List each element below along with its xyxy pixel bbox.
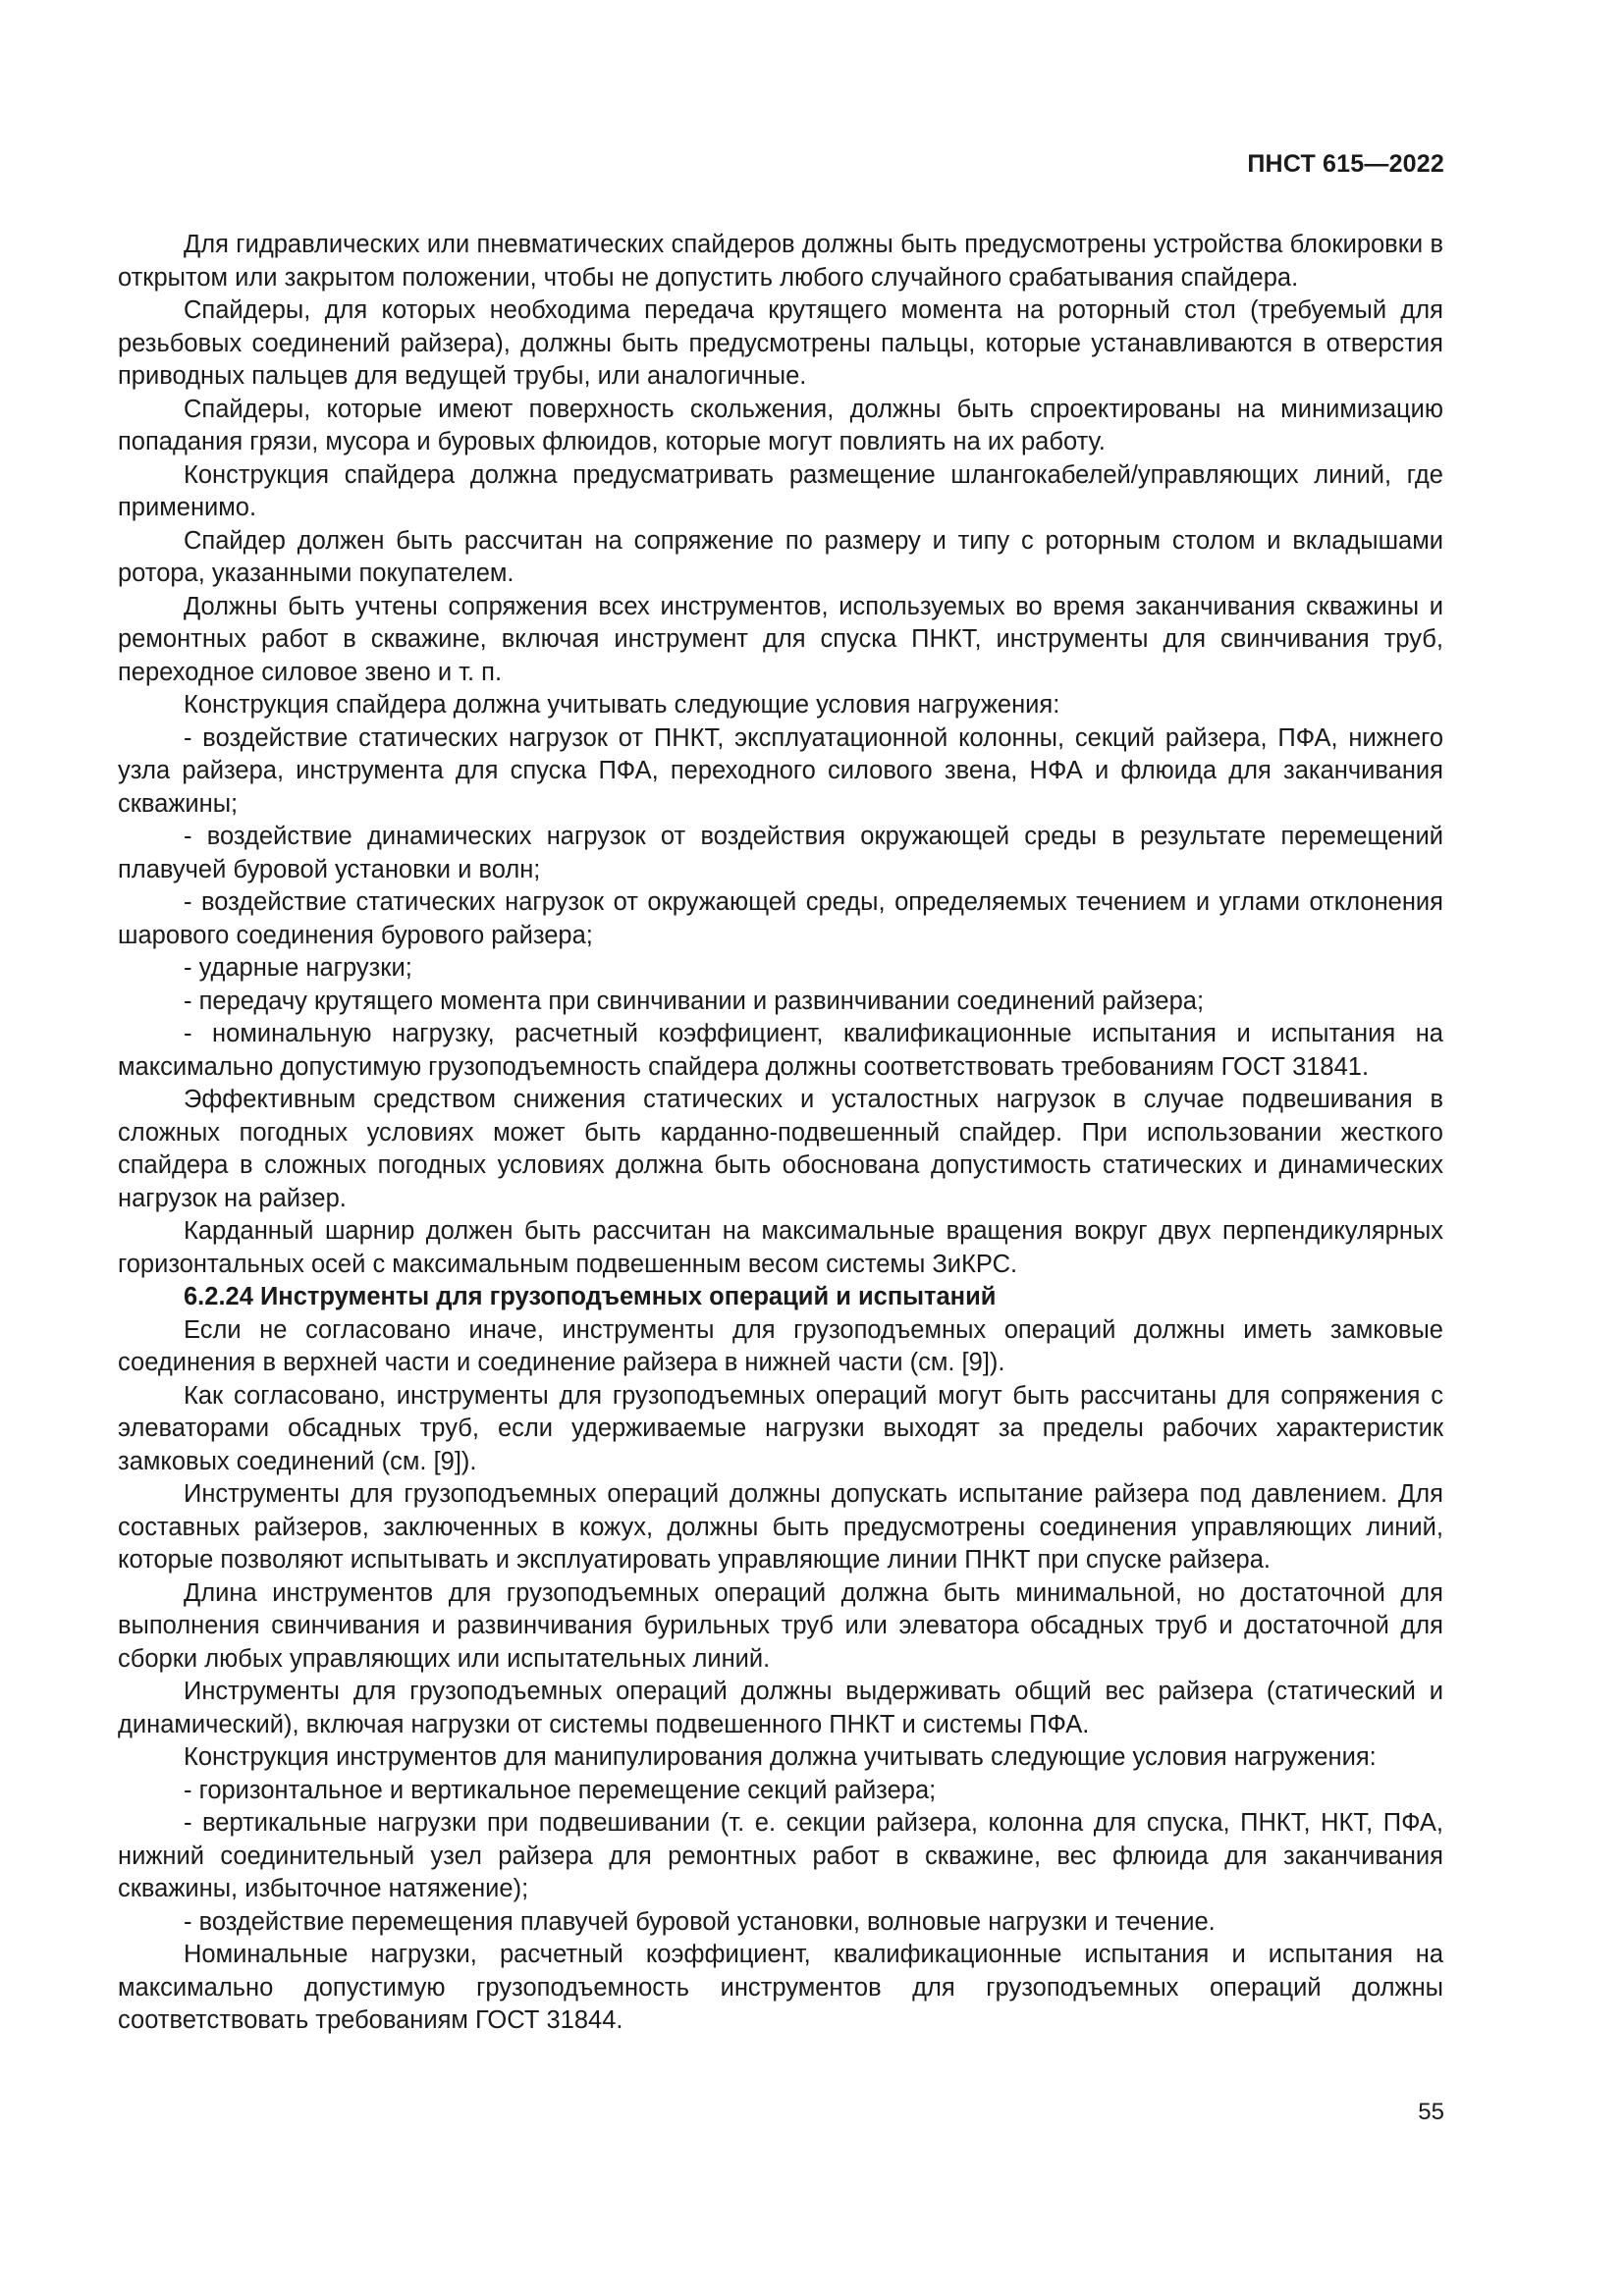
list-item: - передачу крутящего момента при свинчивании и развинчивании соединений райзера; [184, 987, 1205, 1015]
list-item: - горизонтальное и вертикальное перемещение секций райзера; [184, 1776, 937, 1804]
list-item: - номинальную нагрузку, расчетный коэффициент, квалификационные испытания и испытания на максимально допустимую грузоподъемность спайдера должны соответствовать требованиям ГОСТ 31841. [118, 1020, 1443, 1081]
body-text [118, 229, 1443, 2038]
list-item: - воздействие перемещения плавучей буровой установки, волновые нагрузки и течение. [184, 1907, 1216, 1936]
paragraph: Конструкция спайдера должна предусматривать размещение шлангокабелей/управляющих линий, где применимо. [118, 460, 1443, 521]
paragraph: Инструменты для грузоподъемных операций должны выдерживать общий вес райзера (статический и динамический), включая нагрузки от системы подвешенного ПНКТ и системы ПФА. [118, 1678, 1443, 1738]
document-id-header: ПНСТ 615—2022 [1247, 150, 1444, 178]
section-heading: 6.2.24 Инструменты для грузоподъемных операций и испытаний [184, 1283, 997, 1310]
paragraph: Как согласовано, инструменты для грузоподъемных операций могут быть рассчитаны для сопряжения с элеваторами обсадных труб, если удерживаемые нагрузки выходят за пределы рабочих характеристик замковых соединений (см. [9]). [118, 1381, 1443, 1475]
list-item: - воздействие статических нагрузок от ПНКТ, эксплуатационной колонны, секций райзера, ПФА, нижнего узла райзера, инструмента для спуска ПФА, переходного силового звена, НФА и флюида для заканчивания скважины; [118, 723, 1443, 818]
paragraph: Спайдер должен быть рассчитан на сопряжение по размеру и типу с роторным столом и вкладышами ротора, указанными покупателем. [118, 526, 1443, 587]
page-number: 55 [1418, 2099, 1444, 2125]
paragraph: Спайдеры, для которых необходима передача крутящего момента на роторный стол (требуемый для резьбовых соединений райзера), должны быть предусмотрены пальцы, которые устанавливаются в отверстия приводных пальцев для ведущей трубы, или аналогичные. [118, 296, 1443, 390]
paragraph: Карданный шарнир должен быть рассчитан на максимальные вращения вокруг двух перпендикулярных горизонтальных осей с максимальным подвешенным весом системы ЗиКРС. [118, 1217, 1443, 1278]
paragraph: Должны быть учтены сопряжения всех инструментов, используемых во время заканчивания скважины и ремонтных работ в скважине, включая инструмент для спуска ПНКТ, инструменты для свинчивания труб, переходное силовое звено и т. п. [118, 592, 1443, 686]
paragraph: Конструкция спайдера должна учитывать следующие условия нагружения: [184, 691, 1060, 719]
paragraph: Длина инструментов для грузоподъемных операций должна быть минимальной, но достаточной для выполнения свинчивания и развинчивания бурильных труб или элеватора обсадных труб и достаточной для сборки любых управляющих или испытательных линий. [118, 1578, 1443, 1673]
list-item: - ударные нагрузки; [184, 954, 412, 982]
paragraph: Если не согласовано иначе, инструменты для грузоподъемных операций должны иметь замковые соединения в верхней части и соединение райзера в нижней части (см. [9]). [118, 1315, 1443, 1376]
paragraph: Спайдеры, которые имеют поверхность скольжения, должны быть спроектированы на минимизацию попадания грязи, мусора и буровых флюидов, которые могут повлиять на их работу. [118, 395, 1443, 455]
list-item: - вертикальные нагрузки при подвешивании (т. е. секции райзера, колонна для спуска, ПНКТ, НКТ, ПФА, нижний соединительный узел райзера для ремонтных работ в скважине, вес флюида для заканчивания скважины, избыточное натяжение); [118, 1809, 1443, 1902]
list-item: - воздействие статических нагрузок от окружающей среды, определяемых течением и углами отклонения шарового соединения бурового райзера; [118, 888, 1443, 949]
paragraph: Конструкция инструментов для манипулирования должна учитывать следующие условия нагружения: [184, 1743, 1377, 1771]
paragraph: Номинальные нагрузки, расчетный коэффициент, квалификационные испытания и испытания на максимально допустимую грузоподъемность инструментов для грузоподъемных операций должны соответствовать требованиям ГОСТ 31844. [118, 1941, 1443, 2034]
paragraph: Эффективным средством снижения статических и усталостных нагрузок в случае подвешивания в сложных погодных условиях может быть карданно-подвешенный спайдер. При использовании жесткого спайдера в сложных погодных условиях должна быть обоснована допустимость статических и динамических нагрузок на райзер. [118, 1086, 1443, 1212]
list-item: - воздействие динамических нагрузок от воздействия окружающей среды в результате перемещений плавучей буровой установки и волн; [118, 823, 1443, 883]
paragraph: Инструменты для грузоподъемных операций должны допускать испытание райзера под давлением. Для составных райзеров, заключенных в кожух, должны быть предусмотрены соединения управляющих линий, которые позволяют испытывать и эксплуатировать управляющие линии ПНКТ при спуске райзера. [118, 1480, 1443, 1574]
paragraph: Для гидравлических или пневматических спайдеров должны быть предусмотрены устройства блокировки в открытом или закрытом положении, чтобы не допустить любого случайного срабатывания спайдера. [118, 231, 1443, 292]
